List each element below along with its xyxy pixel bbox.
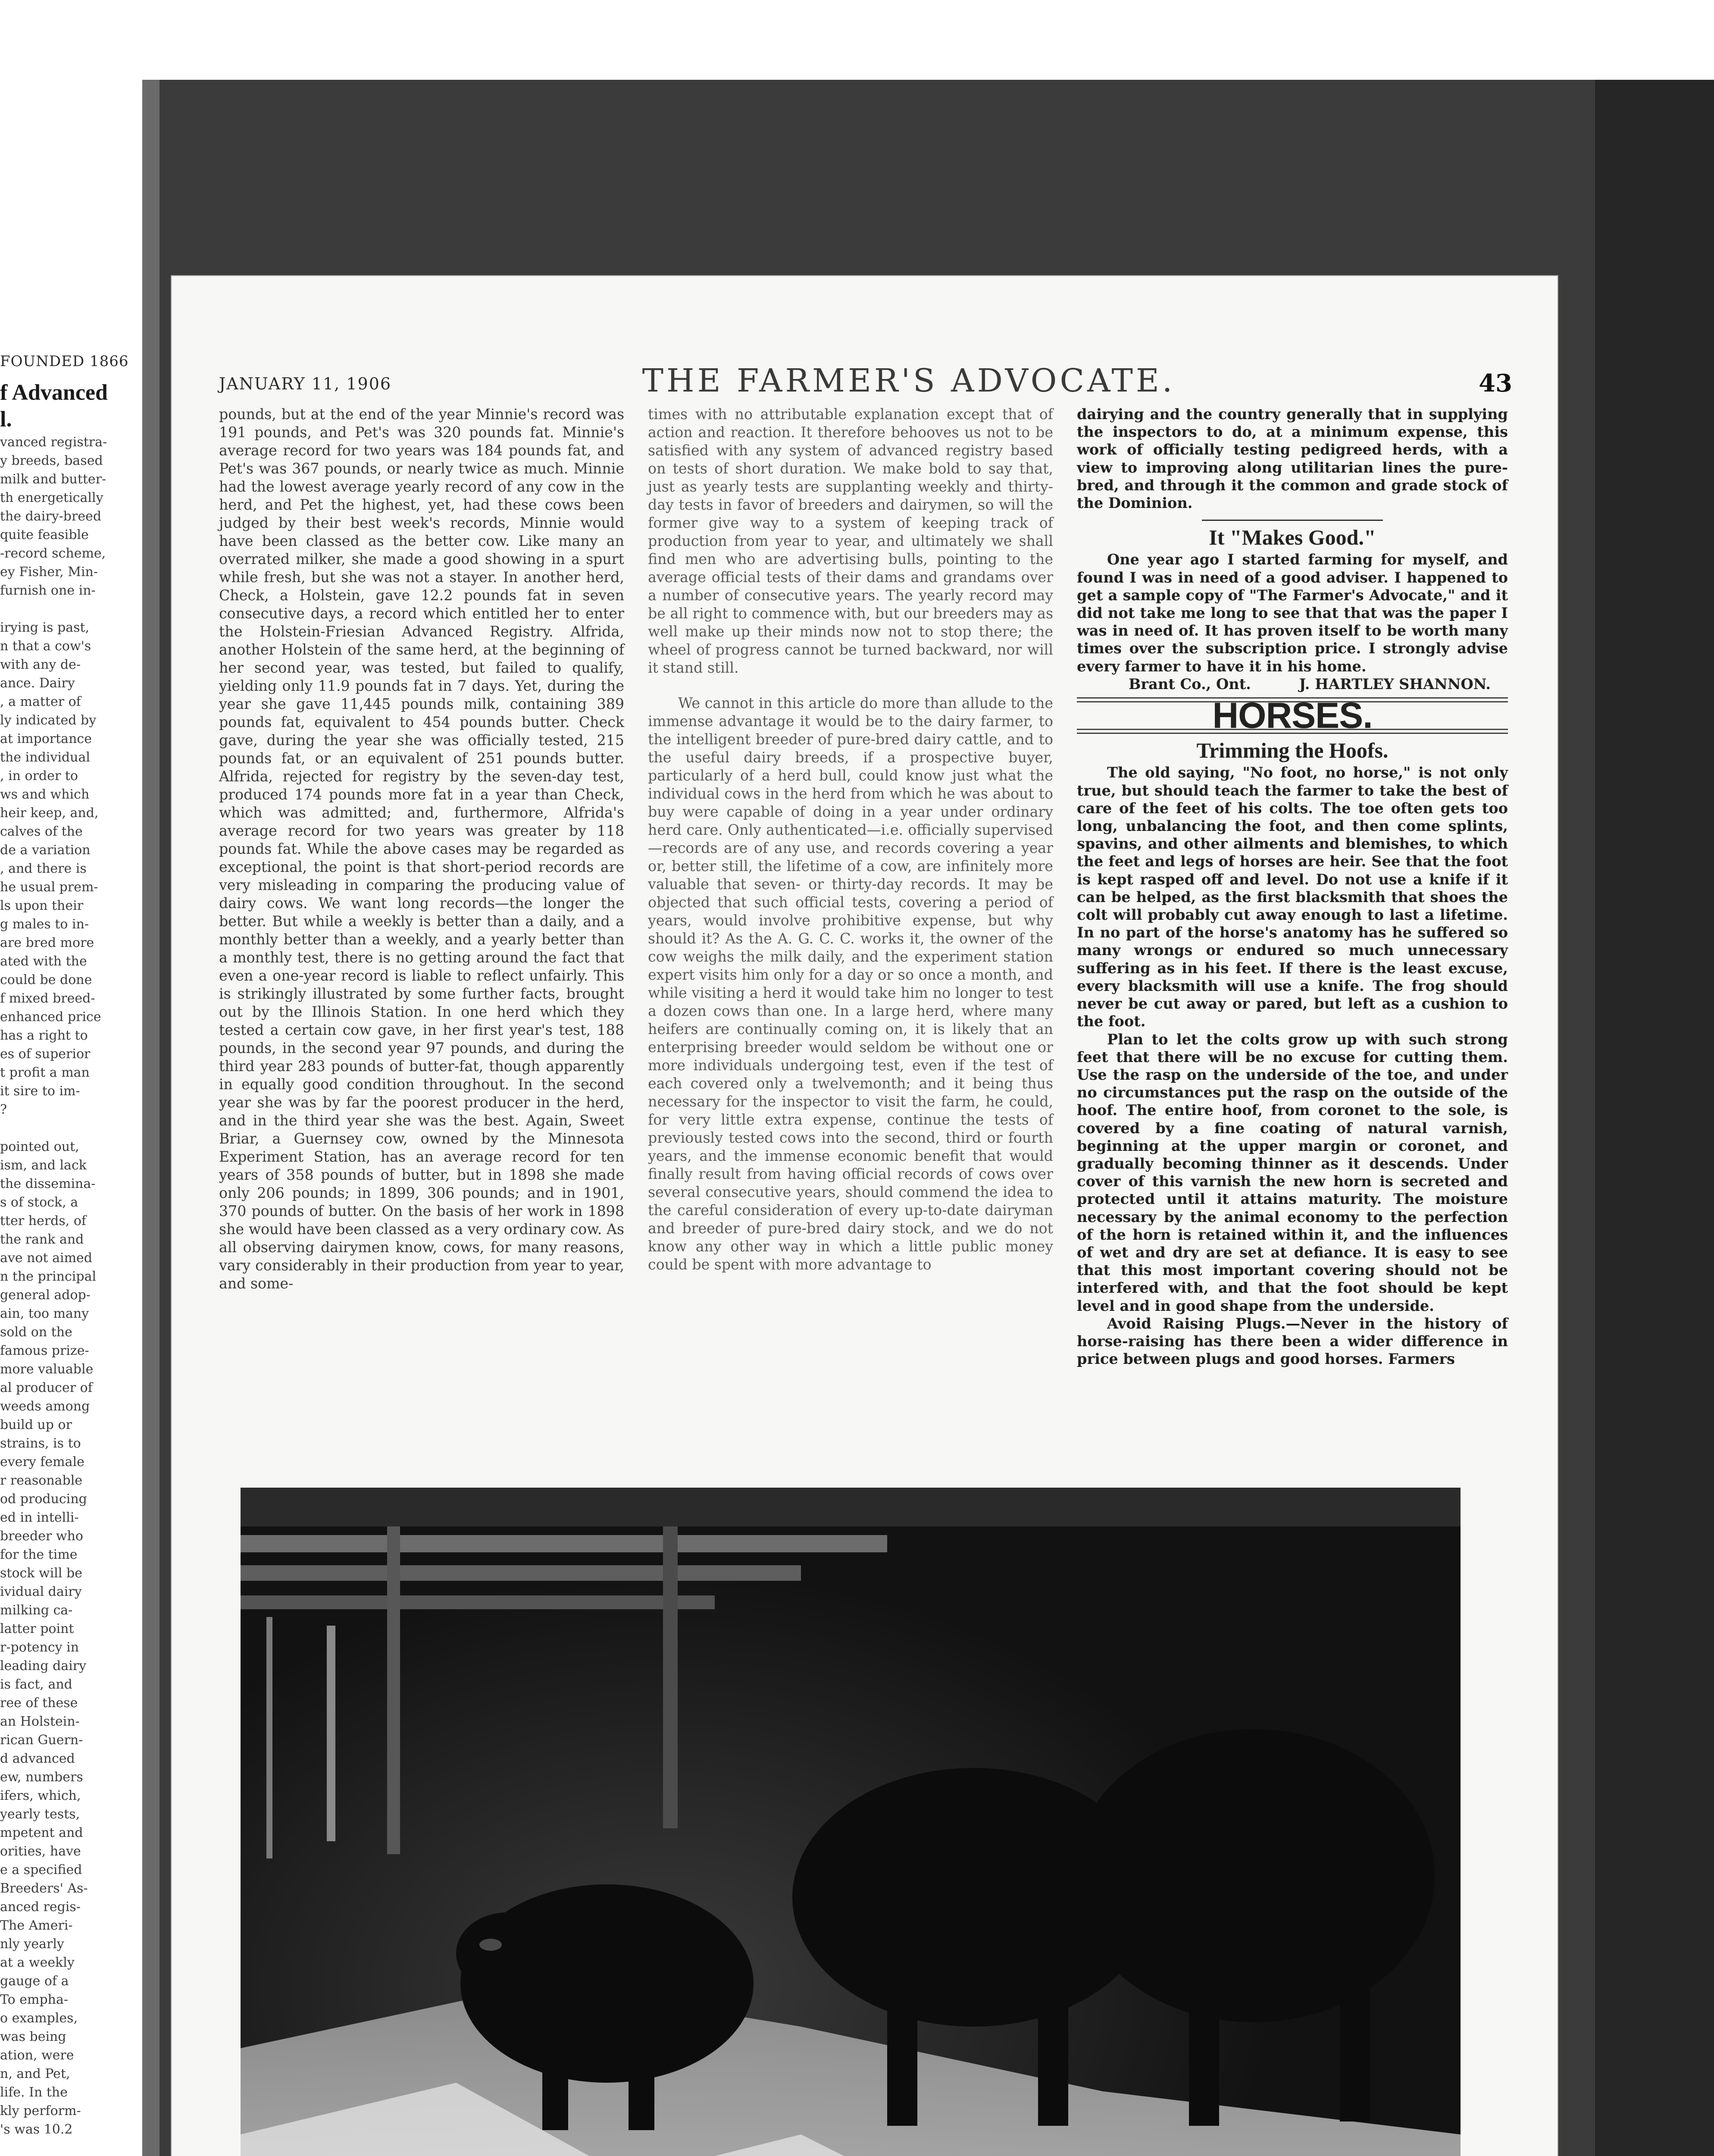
facing-page-line: y breeds, based (0, 453, 103, 468)
facing-page-line: ew, numbers (0, 1770, 83, 1785)
masthead-title: THE FARMER'S ADVOCATE. (642, 362, 1176, 399)
facing-page-line: heir keep, and, (0, 805, 99, 821)
facing-page-line: al producer of (0, 1380, 93, 1395)
facing-page-line: vanced registra- (0, 435, 107, 450)
facing-page-line: o examples, (0, 2011, 78, 2026)
facing-page-line: n that a cow's (0, 639, 91, 654)
facing-page-line: e a specified (0, 1862, 82, 1877)
facing-page-line (0, 600, 121, 618)
facing-page-line: the rank and (0, 1232, 84, 1247)
facing-page-line: gauge of a (0, 1974, 69, 1989)
facing-page-line: ed in intelli- (0, 1510, 79, 1525)
facing-page-line: more valuable (0, 1362, 94, 1377)
facing-page-line: he usual prem- (0, 880, 98, 895)
facing-page-line: strains, is to (0, 1436, 81, 1451)
facing-page-line: de a variation (0, 843, 91, 858)
facing-page-line: general adop- (0, 1288, 91, 1303)
facing-page-heading-1: f Advanced (0, 380, 108, 405)
facing-page-line: , in order to (0, 768, 78, 783)
article-continuation: pounds, but at the end of the year Minnie's record was 191 pounds, and Pet's was 320 pounds fat. Minnie's average record for two years was 184 pounds fat, and Pet's was 367 pounds, or nearly twice as much. Minnie had the lowest average yearly record of any cow in the herd, and Pet the highest, yet, had these cows been judged by their best week's records, Minnie would have been classed as the better cow. Like many an overrated milker, she made a good showing in a spurt while fresh, but she was not a stayer. In another herd, Check, a Holstein, gave 12.2 pounds fat in seven consecutive days, a record which entitled her to enter the Holstein-Friesian Advanced Registry. Alfrida, another Holstein of the same herd, at the beginning of her second year, was tested, but failed to qualify, yielding only 11.9 pounds fat in 7 days. Yet, during the year she gave 11,445 pounds milk, containing 389 pounds fat, equivalent to 454 pounds butter. Check gave, during the year she was officially tested, 215 pounds fat, or an equivalent of 251 pounds butter. Alfrida, rejected for registry by the seven-day test, produced 174 pounds more fat in a year than Check, which was admitted; and, furthermore, Alfrida's average record for two years was greater by 118 pounds fat. While the above cases may be regarded as exceptional, the point is that short-period records are very misleading in comparing the producing value of dairy cows. We want long records—the longer the better. But while a weekly is better than a daily, and a monthly better than a weekly, and a yearly better than a monthly test, there is no getting around the fact that even a one-year record is liable to reflect unfairly. This is strikingly illustrated by some further facts, brought out by the Illinois Station. In one herd which they tested a certain cow gave, in her first year's test, 188 pounds, in the second year 97 pounds, and during the third year 283 pounds of butter-fat, though apparently in equally good condition throughout. In the second year she was by far the poorest producer in the herd, and in the third year she was the best. Again, Sweet Briar, a Guernsey cow, owned by the Minnesota Experiment Station, has an average record for ten years of 358 pounds of butter, but in 1898 she made only 206 pounds; in 1899, 306 pounds; and in 1901, 370 pounds of butter. On the basis of her work in 1898 she would have been classed as a very ordinary cow. As all observing dairymen know, cows, for many reasons, vary considerably in their production from year to year, and some- (219, 406, 624, 1292)
article-column-1 (219, 405, 624, 1293)
facing-page-line: weeds among (0, 1399, 90, 1414)
facing-page-line: -record scheme, (0, 546, 106, 561)
article-paragraph: The old saying, "No foot, no horse," is not only true, but should teach the farmer to take the best of care of the feet of his colts. The toe often gets too long, unbalancing the foot, and then come splints, spavins, and other ailments and blemishes, to which the feet and legs of horses are heir. See that the foot is kept rasped off and level. Do not use a knife if it can be helped, as the first blacksmith that shoes the colt will probably cut away enough to last a lifetime. In no part of the horse's anatomy has he suffered so many wrongs or endured so much unnecessary suffering as in his feet. If there is the least excuse, every blacksmith will use a knife. The frog should never be cut away or pared, but left as a cushion to the foot. (1077, 764, 1508, 1030)
steers-photograph (241, 1488, 1461, 2156)
facing-page-line: r-potency in (0, 1640, 79, 1655)
facing-page-line: ree of these (0, 1695, 78, 1711)
facing-page-line (0, 1119, 121, 1138)
facing-page-line: at importance (0, 731, 92, 746)
facing-page-line: was being (0, 2029, 66, 2044)
letter-title: It "Makes Good." (1209, 525, 1376, 550)
facing-page-line: an Holstein- (0, 1714, 80, 1729)
facing-page-line: Breeders' As- (0, 1881, 88, 1896)
facing-page-line: life. In the (0, 2085, 68, 2100)
facing-page-line: mpetent and (0, 1825, 83, 1840)
facing-page-line: furnish one in- (0, 583, 96, 598)
article-paragraph: Avoid Raising Plugs.—Never in the history of horse-raising has there been a wider difference in price between plugs and good horses. Farmers (1077, 1314, 1508, 1368)
section-heading: HORSES. (1212, 695, 1373, 736)
facing-page-line: ly indicated by (0, 713, 97, 728)
facing-page-line: th energetically (0, 490, 103, 505)
facing-page-line: every female (0, 1454, 84, 1470)
issue-date: JANUARY 11, 1906 (219, 374, 392, 393)
facing-page-line: the dairy-breed (0, 509, 102, 524)
facing-page-line: To empha- (0, 1992, 69, 2007)
article-column-3 (1077, 405, 1508, 1368)
facing-page-line: calves of the (0, 824, 83, 839)
photo-image (241, 1488, 1461, 2156)
facing-page-line: for the time (0, 1547, 78, 1562)
facing-page-line: latter point (0, 1621, 74, 1636)
signature-name: J. HARTLEY SHANNON. (1299, 675, 1491, 693)
facing-page-line: , and there is (0, 861, 87, 876)
facing-page-line: kly perform- (0, 2103, 81, 2118)
article-paragraph: times with no attributable explanation except that of action and reaction. It therefore behooves us not to be satisfied with any system of advanced registry based on tests of short duration. We make bold to say that, just as yearly tests are supplanting weekly and thirty-day tests in favor of breeders and dairymen, so will the former give way to a system of keeping track of production from year to year, and ultimately we shall find men who are advertising bulls, pointing to the average official tests of their dams and grandams over a number of consecutive years. The yearly record may be all right to commence with, but our breeders may as well make up their minds now not to stop there; the wheel of progress cannot be turned backward, nor will it stand still. (648, 406, 1053, 676)
facing-page-line: ated with the (0, 954, 87, 969)
facing-page-line: are bred more (0, 935, 94, 950)
facing-page (0, 0, 147, 2156)
facing-page-line: irying is past, (0, 620, 90, 635)
facing-page-line: breeder who (0, 1529, 83, 1544)
facing-page-line: the dissemina- (0, 1176, 96, 1191)
facing-page-line: nly yearly (0, 1937, 64, 1952)
facing-page-line: ? (0, 1102, 7, 1117)
facing-page-line: build up or (0, 1417, 72, 1432)
article-paragraph: dairying and the country generally that in supplying the inspectors to do, at a minimum expense, this work of officially testing pedigreed herds, with a view to improving along utilitarian lines the pure-bred, and through it the common and grade stock of the Dominion. (1077, 405, 1508, 512)
facing-page-line: ey Fisher, Min- (0, 564, 98, 580)
facing-page-line: is fact, and (0, 1677, 72, 1692)
facing-page-line: ifers, which, (0, 1788, 81, 1803)
facing-page-line: orities, have (0, 1844, 81, 1859)
facing-page-line: anced regis- (0, 1899, 81, 1915)
article-column-2 (648, 405, 1053, 1274)
facing-page-line: ws and which (0, 787, 90, 802)
facing-page-line: The Ameri- (0, 1918, 73, 1933)
facing-page-line: enhanced price (0, 1009, 101, 1025)
facing-page-line: ain, too many (0, 1306, 89, 1321)
page-number: 43 (1479, 369, 1512, 398)
facing-page-line: could be done (0, 972, 92, 987)
facing-page-lines (0, 433, 121, 2139)
facing-page-line: , a matter of (0, 694, 81, 709)
facing-page-heading-2: l. (0, 407, 12, 432)
facing-page-line: rican Guern- (0, 1733, 83, 1748)
facing-page-line: d advanced (0, 1751, 75, 1766)
facing-page-line: ation, were (0, 2048, 74, 2063)
facing-page-line: n the principal (0, 1269, 97, 1284)
newspaper-page (172, 276, 1558, 2156)
article-paragraph: We cannot in this article do more than allude to the immense advantage it would be to the dairy farmer, to the intelligent breeder of pure-bred dairy cattle, and to the useful dairy breeds, if a prospective buyer, particularly of a herd bull, could know just what the individual cows in the herd from which he was about to buy were capable of doing in a year under ordinary herd care. Only authenticated—i.e. officially supervised—records are of any use, and records covering a year or, better still, the lifetime of a cow, are infinitely more valuable that seven- or thirty-day records. It may be objected that such official tests, covering a period of years, would involve prohibitive expense, but why should it? As the A. G. C. C. works it, the owner of the cow weighs the milk daily, and the experiment station expert visits him only for a day or so once a month, and while visiting a herd it would take him no longer to test a dozen cows than one. In a large herd, where many heifers are continually coming on, it is likely that an enterprising breeder would seldom be without one or more individuals undergoing test, even if the test of each covered only a twelvemonth; and it being thus necessary for the inspector to visit the farm, he could, for very little extra expense, continue the tests of previously tested cows into the second, third or fourth years, and the immense economic benefit that would finally result from having official records of cows over several consecutive years, should commend the idea to the careful consideration of every up-to-date dairyman and breeder of pure-bred dairy stock, and we do not know any other way in which a little public money could be spent with more advantage to (648, 695, 1053, 1273)
facing-page-line: has a right to (0, 1028, 88, 1043)
facing-page-line: quite feasible (0, 527, 89, 542)
facing-page-line: leading dairy (0, 1658, 87, 1673)
facing-page-line: f mixed breed- (0, 991, 95, 1006)
facing-page-line: ance. Dairy (0, 676, 75, 691)
facing-page-line: pointed out, (0, 1139, 79, 1154)
divider (1202, 520, 1383, 521)
page-header (219, 362, 1512, 410)
facing-page-line: od producing (0, 1492, 87, 1507)
facing-page-line: 's was 10.2 (0, 2122, 73, 2137)
facing-page-line: tter herds, of (0, 1213, 86, 1228)
facing-page-line: the individual (0, 750, 90, 765)
letter-body: One year ago I started farming for myself, and found I was in need of a good adviser. I happened to get a sample copy of "The Farmer's Advocate," and it did not take me long to see that that was the paper I was in need of. It has proven itself to be worth many times over the subscription price. I strongly advise every farmer to have it in his home. (1077, 551, 1508, 675)
facing-page-line: es of superior (0, 1047, 91, 1062)
facing-page-line: ividual dairy (0, 1584, 82, 1599)
facing-page-line: g males to in- (0, 917, 89, 932)
facing-page-line: with any de- (0, 657, 81, 672)
facing-page-line: s of stock, a (0, 1195, 78, 1210)
facing-page-line: it sire to im- (0, 1084, 80, 1099)
article-paragraph: Plan to let the colts grow up with such strong feet that there will be no excuse for cutting them. Use the rasp on the underside of the toe, and under no circumstances put the rasp on the outside of the hoof. The entire hoof, from coronet to the sole, is covered by a fine coating of natural varnish, beginning at the upper margin or coronet, and gradually becoming thinner as it descends. Under cover of this varnish the new horn is secreted and protected until it attains maturity. The moisture necessary by the animal economy to the perfection of the horn is retained within it, and the influences of wet and dry are set at defiance. It is easy to see that this most important covering should not be interfered with, and that the foot should be kept level and in good shape from the underside. (1077, 1030, 1508, 1314)
scanner-bed-shadow (1595, 80, 1714, 2156)
article-subheading: Trimming the Hoofs. (1196, 738, 1389, 763)
letter-signature (1077, 675, 1508, 693)
facing-page-column (0, 379, 121, 2139)
facing-page-line: ave not aimed (0, 1250, 92, 1266)
facing-page-line: ism, and lack (0, 1158, 87, 1173)
facing-page-line: r reasonable (0, 1473, 83, 1488)
facing-page-line: milk and butter- (0, 472, 106, 487)
facing-page-line: stock will be (0, 1566, 82, 1581)
facing-page-line: sold on the (0, 1325, 72, 1340)
facing-page-line: t profit a man (0, 1065, 90, 1080)
facing-page-line: yearly tests, (0, 1807, 80, 1822)
facing-page-line: n, and Pet, (0, 2066, 70, 2081)
facing-page-line: ls upon their (0, 898, 84, 913)
facing-page-line: milking ca- (0, 1603, 73, 1618)
facing-page-line: at a weekly (0, 1955, 75, 1970)
facing-page-line: famous prize- (0, 1343, 89, 1358)
signature-place: Brant Co., Ont. (1129, 675, 1251, 693)
facing-page-header: FOUNDED 1866 (0, 353, 129, 370)
